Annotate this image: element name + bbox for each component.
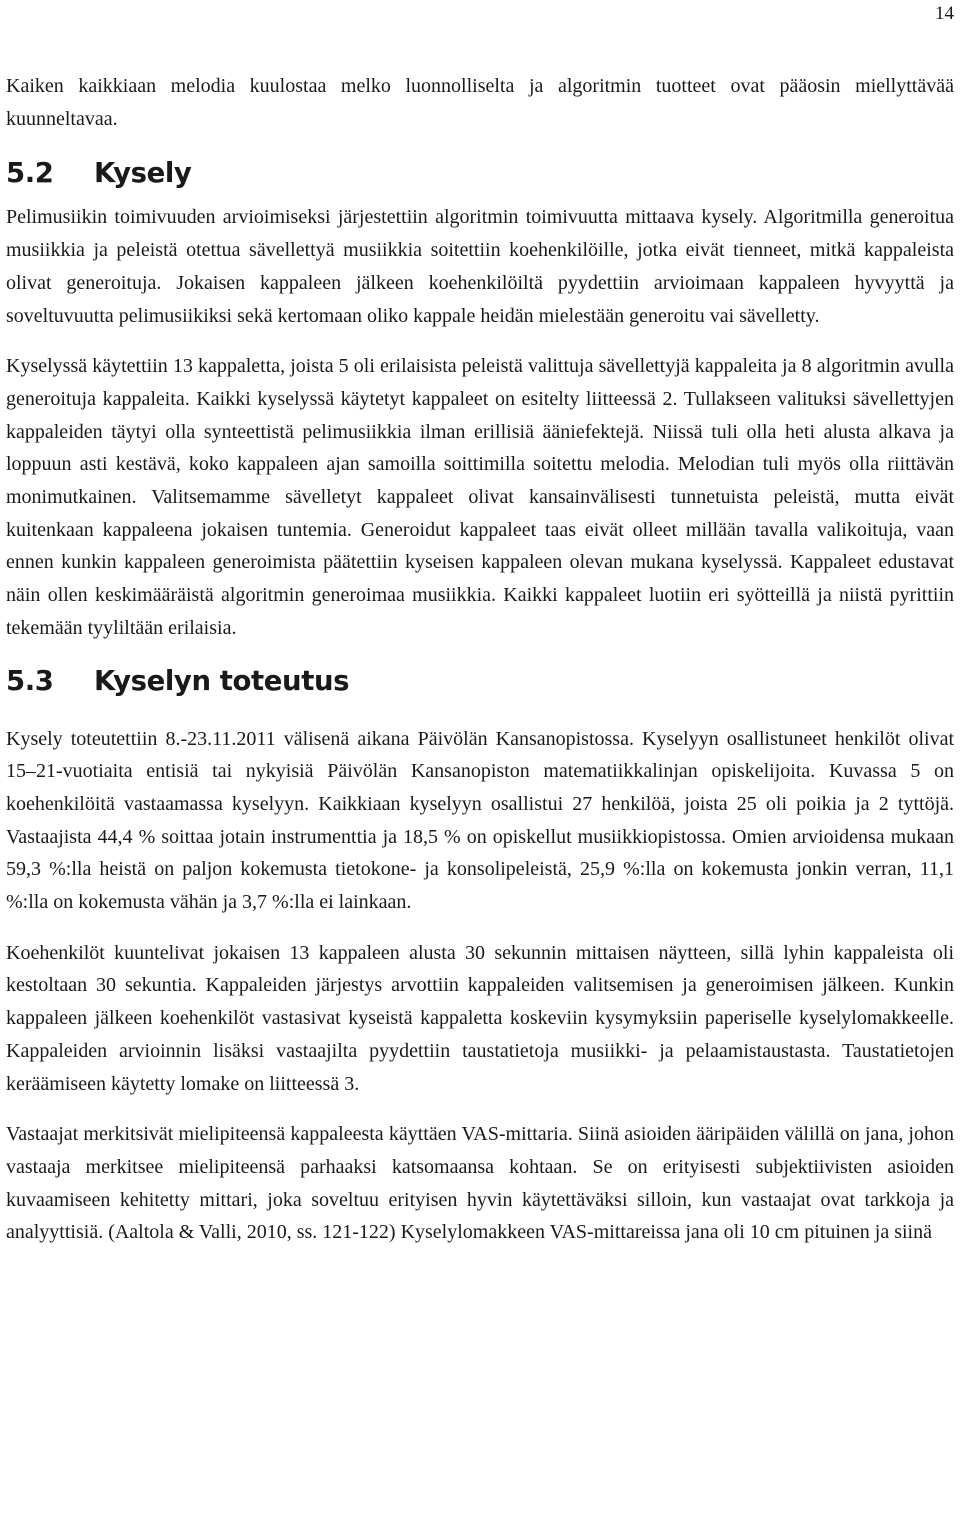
paragraph-survey-procedure: Koehenkilöt kuuntelivat jokaisen 13 kappaleen alusta 30 sekunnin mittaisen näytteen, sillä lyhin kappaleista oli kestoltaan 30 sekuntia. Kappaleiden järjestys arvottiin kappaleiden valitsemisen ja generoimisen jälkeen. Kunkin kappaleen jälkeen koehenkilöt vastasivat kyseistä kappaletta koskeviin kysymyksiin paperiselle kyselylomakkeelle. Kappaleiden arvioinnin lisäksi vastaajilta pyydettiin taustatietoja musiikki- ja pelaamistaustasta. Taustatietojen keräämiseen käytetty lomake on liitteessä 3. — [6, 941, 954, 1095]
paragraph-survey-songs: Kyselyssä käytettiin 13 kappaletta, joista 5 oli erilaisista peleistä valittuja sävellettyjä kappaleita ja 8 algoritmin avulla generoituja kappaleita. Kaikki kyselyssä käytetyt kappaleet on esitelty liitteessä 2. Tullakseen valituksi sävellettyjen kappaleiden täytyi olla synteettistä pelimusiikkia ilman erillisiä ääniefektejä. Niissä tuli olla heti alusta alkava ja loppuun asti kestävä, koko kappaleen ajan samoilla soittimilla soitettu melodia. Melodian tuli myös olla riittävän monimutkainen. Valitsemamme sävelletyt kappaleet olivat kansainvälisesti tunnetuista peleistä, mutta eivät kuitenkaan kappaleena jokaisen tuntemia. Generoidut kappaleet taas eivät olleet millään tavalla valikoituja, vaan ennen kunkin kappaleen generoimista päätettiin kyseisen kappaleen olevan mukana kyselyssä. Kappaleet edustavat näin ollen keskimääräistä algoritmin generoimaa musiikkia. Kaikki kappaleet luotiin eri syötteillä ja niistä pyrittiin tekemään tyyliltään erilaisia. — [6, 355, 954, 639]
section-number: 5.3 — [6, 664, 54, 697]
page-number: 14 — [935, 3, 954, 24]
section-title: Kysely — [94, 157, 192, 190]
paragraph-intro-conclusion: Kaiken kaikkiaan melodia kuulostaa melko luonnolliselta ja algoritmin tuotteet ovat pääosin miellyttävää kuunneltavaa. — [6, 75, 954, 130]
section-title: Kyselyn toteutus — [94, 664, 350, 697]
section-heading-5-2 — [6, 155, 954, 191]
paragraph-vas-scale: Vastaajat merkitsivät mielipiteensä kappaleesta käyttäen VAS-mittaria. Siinä asioiden ääripäiden välillä on jana, johon vastaaja merkitsee mielipiteensä parhaaksi katsomaansa kohtaan. Se on erityisesti subjektiivisten asioiden kuvaamiseen kehitetty mittari, joka soveltuu erityisen hyvin käytettäväksi silloin, kun vastaajat ovat tarkkoja ja analyyttisiä. (Aaltola & Valli, 2010, ss. 121-122) Kyselylomakkeen VAS-mittareissa jana oli 10 cm pituinen ja siinä — [6, 1123, 954, 1244]
paragraph-survey-purpose: Pelimusiikin toimivuuden arvioimiseksi järjestettiin algoritmin toimivuutta mittaava kysely. Algoritmilla generoitua musiikkia ja peleistä otettua sävellettyä musiikkia soitettiin koehenkilöille, jotka eivät tienneet, mitkä kappaleista olivat generoituja. Jokaisen kappaleen jälkeen koehenkilöiltä pyydettiin arvioimaan kappaleen hyvyyttä ja soveltuvuutta pelimusiikiksi sekä kertomaan oliko kappale heidän mielestään generoitu vai sävelletty. — [6, 206, 954, 327]
document-body — [6, 70, 954, 1249]
paragraph-survey-participants: Kysely toteutettiin 8.-23.11.2011 välisenä aikana Päivölän Kansanopistossa. Kyselyyn osallistuneet henkilöt olivat 15–21-vuotiaita entisiä tai nykyisiä Päivölän Kansanopiston matematiikkalinjan opiskelijoita. Kuvassa 5 on koehenkilöitä vastaamassa kyselyyn. Kaikkiaan kyselyyn osallistui 27 henkilöä, joista 25 oli poikia ja 2 tyttöjä. Vastaajista 44,4 % soittaa jotain instrumenttia ja 18,5 % on opiskellut musiikkiopistossa. Omien arvioidensa mukaan 59,3 %:lla heistä on paljon kokemusta tietokone- ja konsolipeleistä, 25,9 %:lla on kokemusta jonkin verran, 11,1 %:lla on kokemusta vähän ja 3,7 %:lla ei lainkaan. — [6, 727, 954, 914]
section-heading-5-3 — [6, 663, 954, 699]
section-number: 5.2 — [6, 157, 54, 190]
